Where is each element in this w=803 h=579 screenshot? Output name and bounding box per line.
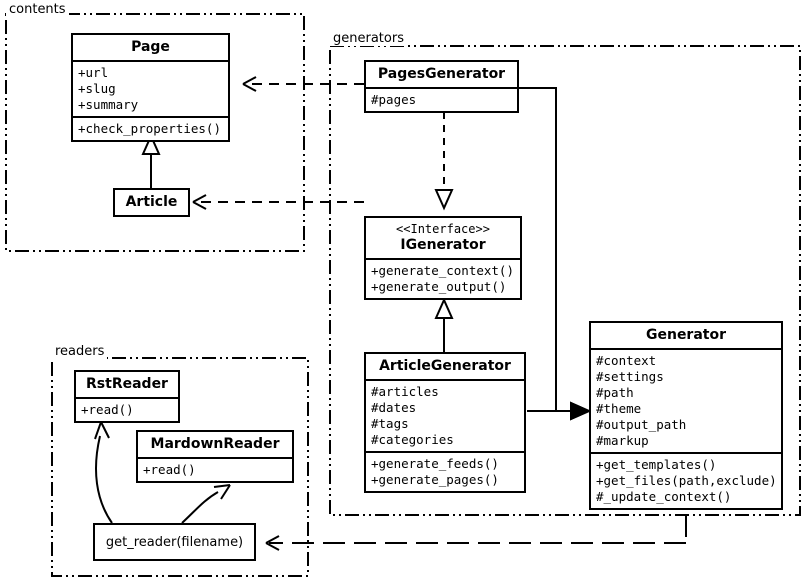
class-methods-generator (591, 452, 781, 508)
class-box-articlegenerator[interactable] (364, 352, 526, 493)
function-label-get-reader: get_reader(filename) (105, 534, 244, 550)
class-box-igenerator[interactable] (364, 216, 522, 300)
method-row: +check_properties() (78, 121, 221, 136)
package-label-generators: generators (330, 31, 407, 46)
class-methods-igenerator (366, 258, 520, 298)
class-box-article[interactable] (113, 188, 190, 217)
relation-article-inherits-page (143, 136, 159, 188)
class-name-generator: Generator (645, 327, 726, 343)
attribute-row: #context (596, 353, 657, 368)
relation-pagesgenerator-uses-page (243, 77, 364, 91)
class-methods-mardownreader (138, 457, 292, 481)
class-box-mardownreader[interactable] (136, 430, 294, 483)
relation-pagesgenerator-to-generator (519, 88, 589, 419)
attribute-row: #articles (371, 384, 439, 399)
class-stereotype-igenerator: <<Interface>> (396, 222, 490, 236)
method-row: +generate_output() (371, 279, 507, 294)
class-box-pagesgenerator[interactable] (364, 60, 519, 113)
relation-articlegenerator-inherits-igenerator (436, 300, 452, 352)
class-attributes-generator (591, 348, 781, 452)
attribute-row: +slug (78, 81, 116, 96)
relation-articlegenerator-to-generator (527, 403, 589, 419)
method-row: +get_files(path,exclude) (596, 473, 777, 488)
class-methods-articlegenerator (366, 451, 524, 491)
method-row: +generate_feeds() (371, 456, 499, 471)
relation-generators-uses-get-reader (266, 515, 686, 550)
method-row: +get_templates() (596, 457, 717, 472)
method-row: +read() (143, 462, 196, 477)
function-box-get-reader[interactable] (93, 523, 256, 561)
class-attributes-articlegenerator (366, 379, 524, 451)
relation-pagesgenerator-realizes-igenerator (436, 112, 452, 208)
attribute-row: #pages (371, 92, 417, 107)
class-name-igenerator: IGenerator (400, 237, 486, 253)
method-row: +generate_context() (371, 263, 514, 278)
class-box-page[interactable] (71, 33, 230, 142)
package-label-contents: contents (6, 2, 69, 17)
method-row: #_update_context() (596, 489, 732, 504)
class-box-rstreader[interactable] (74, 370, 180, 423)
class-name-pagesgenerator: PagesGenerator (377, 66, 506, 82)
class-name-rstreader: RstReader (86, 376, 168, 392)
class-name-article: Article (125, 194, 178, 210)
attribute-row: #output_path (596, 417, 687, 432)
class-name-page: Page (131, 39, 170, 55)
relation-get-reader-returns-rstreader (95, 422, 112, 523)
class-name-mardownreader: MardownReader (150, 436, 280, 452)
method-row: +read() (81, 402, 134, 417)
class-attributes-pagesgenerator (366, 87, 517, 111)
class-box-generator[interactable] (589, 321, 783, 510)
attribute-row: #tags (371, 416, 409, 431)
attribute-row: #markup (596, 433, 649, 448)
method-row: +generate_pages() (371, 472, 499, 487)
class-methods-page (73, 116, 228, 140)
attribute-row: #dates (371, 400, 417, 415)
class-methods-rstreader (76, 397, 178, 421)
attribute-row: +summary (78, 97, 139, 112)
attribute-row: #path (596, 385, 634, 400)
relation-get-reader-returns-mardownreader (182, 485, 230, 523)
attribute-row: +url (78, 65, 109, 80)
class-attributes-page (73, 60, 228, 116)
attribute-row: #theme (596, 401, 642, 416)
package-label-readers: readers (52, 344, 107, 359)
attribute-row: #settings (596, 369, 664, 384)
relation-generators-uses-article (193, 195, 364, 209)
attribute-row: #categories (371, 432, 454, 447)
class-name-articlegenerator: ArticleGenerator (379, 358, 511, 374)
